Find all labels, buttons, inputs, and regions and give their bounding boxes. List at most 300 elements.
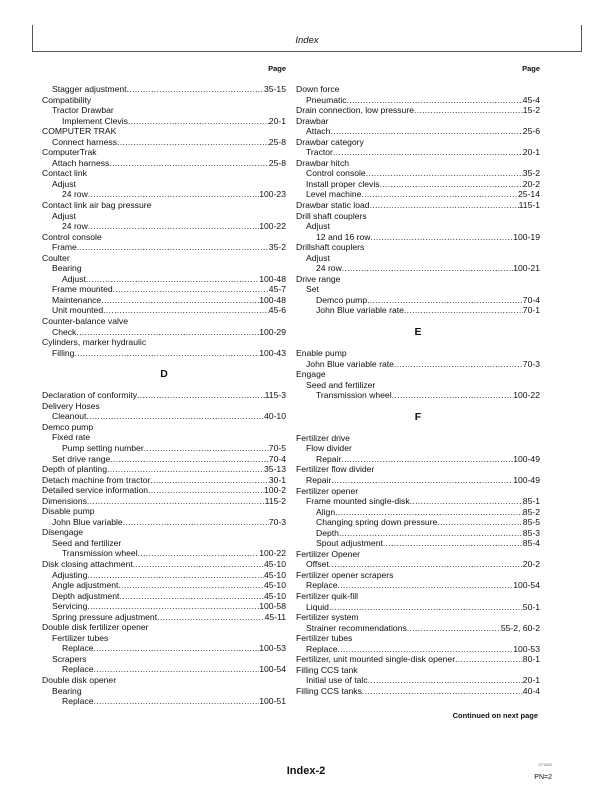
entry-term: Repair bbox=[316, 453, 342, 464]
page-reference: 40-4 bbox=[522, 685, 540, 696]
index-entry bbox=[296, 263, 540, 274]
entry-term: Depth adjustment bbox=[52, 590, 120, 601]
index-entry bbox=[42, 559, 286, 570]
page-reference: 20-2 bbox=[522, 178, 540, 189]
entry-term: Spring pressure adjustment bbox=[52, 611, 158, 622]
entry-term: Seed and fertilizer bbox=[52, 537, 122, 548]
entry-term: Frame bbox=[52, 242, 77, 253]
entry-term: Replace bbox=[62, 664, 94, 675]
dot-leader bbox=[333, 147, 523, 158]
index-entry bbox=[42, 242, 286, 253]
entry-term: Detach machine from tractor bbox=[42, 474, 151, 485]
page-reference: 45-10 bbox=[264, 590, 286, 601]
index-entry bbox=[42, 137, 286, 148]
index-entry bbox=[296, 232, 540, 243]
entry-term: Spout adjustment bbox=[316, 538, 383, 549]
entry-term: Strainer recommendations bbox=[306, 622, 407, 633]
entry-term: Drawbar category bbox=[296, 136, 364, 147]
page-reference: 100-21 bbox=[513, 263, 540, 274]
dot-leader bbox=[76, 327, 259, 338]
index-heading bbox=[296, 464, 540, 475]
dot-leader bbox=[362, 686, 523, 697]
index-column-left bbox=[42, 64, 286, 707]
page-reference: 15-2 bbox=[522, 105, 540, 116]
index-entry bbox=[42, 601, 286, 612]
dot-leader bbox=[338, 644, 514, 655]
index-entry bbox=[42, 274, 286, 285]
entry-term: Coulter bbox=[42, 252, 70, 263]
page-reference: 115-3 bbox=[264, 390, 286, 401]
page-reference: 25-8 bbox=[268, 136, 286, 147]
entry-term: Counter-balance valve bbox=[42, 316, 128, 327]
index-entry bbox=[296, 496, 540, 507]
index-heading bbox=[42, 95, 286, 106]
dot-leader bbox=[394, 359, 523, 370]
entry-term: Disk closing attachment bbox=[42, 558, 133, 569]
entry-term: Seed and fertilizer bbox=[306, 379, 376, 390]
index-heading bbox=[42, 316, 286, 327]
dot-leader bbox=[331, 475, 513, 486]
index-entry bbox=[42, 411, 286, 422]
page-reference: 20-1 bbox=[522, 675, 540, 686]
entry-term: Fixed rate bbox=[52, 432, 91, 443]
index-heading bbox=[42, 633, 286, 644]
entry-term: Drillshaft couplers bbox=[296, 242, 365, 253]
page-reference: 100-48 bbox=[259, 273, 286, 284]
index-entry bbox=[42, 591, 286, 602]
dot-leader bbox=[138, 548, 260, 559]
header-frame bbox=[32, 25, 582, 52]
index-heading bbox=[42, 432, 286, 443]
index-entry bbox=[42, 485, 286, 496]
page-reference: 30-1 bbox=[268, 474, 286, 485]
index-entry bbox=[42, 517, 286, 528]
entry-term: Demco pump bbox=[42, 421, 94, 432]
index-heading bbox=[42, 675, 286, 686]
dot-leader bbox=[88, 221, 259, 232]
entry-term: Pneumatic bbox=[306, 94, 347, 105]
page-reference: 70-1 bbox=[522, 305, 540, 316]
page-reference: 45-10 bbox=[264, 569, 286, 580]
entry-term: Depth of planting bbox=[42, 464, 107, 475]
index-heading bbox=[296, 116, 540, 127]
entry-term: Dimensions bbox=[42, 495, 87, 506]
page-folio: Index-2 bbox=[286, 765, 326, 777]
dot-leader bbox=[330, 126, 522, 137]
page-reference: 100-22 bbox=[259, 548, 286, 559]
index-entry bbox=[296, 475, 540, 486]
index-heading bbox=[296, 274, 540, 285]
entry-term: Fertilizer Opener bbox=[296, 548, 360, 559]
entry-term: Enable pump bbox=[296, 348, 347, 359]
index-entry bbox=[42, 612, 286, 623]
dot-leader bbox=[383, 538, 523, 549]
entry-term: Fertilizer quik-fill bbox=[296, 590, 359, 601]
index-entry bbox=[42, 348, 286, 359]
entry-term: COMPUTER TRAK bbox=[42, 126, 117, 137]
page-reference: 45-10 bbox=[264, 580, 286, 591]
dot-leader bbox=[366, 168, 523, 179]
page-reference: 100-23 bbox=[259, 189, 286, 200]
dot-leader bbox=[144, 443, 269, 454]
page-reference: 50-1 bbox=[522, 601, 540, 612]
entry-term: ComputerTrak bbox=[42, 147, 97, 158]
dot-leader bbox=[414, 105, 523, 116]
index-entry bbox=[296, 390, 540, 401]
dot-leader bbox=[410, 496, 523, 507]
index-entry bbox=[42, 295, 286, 306]
page-reference: 100-49 bbox=[513, 453, 540, 464]
entry-term: Bearing bbox=[52, 685, 82, 696]
index-heading bbox=[296, 84, 540, 95]
page-reference: 70-5 bbox=[268, 442, 286, 453]
index-heading bbox=[42, 538, 286, 549]
entry-term: Disable pump bbox=[42, 506, 95, 517]
dot-leader bbox=[137, 390, 265, 401]
page-number-code: PN=2 bbox=[534, 774, 552, 781]
index-heading bbox=[296, 443, 540, 454]
page-reference: 100-54 bbox=[513, 580, 540, 591]
dot-leader bbox=[368, 675, 523, 686]
page-reference: 115-2 bbox=[264, 495, 286, 506]
entry-term: Control console bbox=[42, 231, 102, 242]
index-heading bbox=[42, 179, 286, 190]
page-reference: 25-6 bbox=[522, 126, 540, 137]
page-reference: 45-6 bbox=[268, 305, 286, 316]
entry-term: Drawbar hitch bbox=[296, 157, 350, 168]
entry-term: Tractor bbox=[306, 147, 333, 158]
dot-leader bbox=[110, 454, 269, 465]
page-reference: 25-8 bbox=[268, 157, 286, 168]
entry-term: Compatibility bbox=[42, 94, 92, 105]
entry-term: Cleanout bbox=[52, 411, 87, 422]
page-reference: 85-4 bbox=[522, 538, 540, 549]
index-entry bbox=[296, 105, 540, 116]
page-column-heading: Page bbox=[522, 64, 540, 73]
index-entry bbox=[296, 675, 540, 686]
entry-term: Fertilizer flow divider bbox=[296, 464, 375, 475]
index-heading bbox=[296, 253, 540, 264]
page-reference: 100-54 bbox=[259, 664, 286, 675]
dot-leader bbox=[94, 696, 260, 707]
page-reference: 80-1 bbox=[522, 654, 540, 665]
index-entry bbox=[42, 84, 286, 95]
entry-term: Control console bbox=[306, 168, 366, 179]
index-entry bbox=[42, 116, 286, 127]
entry-term: Align bbox=[316, 506, 336, 517]
index-heading bbox=[296, 549, 540, 560]
entry-term: Drill shaft couplers bbox=[296, 210, 367, 221]
index-entry bbox=[42, 580, 286, 591]
index-entry bbox=[42, 643, 286, 654]
page-reference: 100-43 bbox=[259, 347, 286, 358]
page-reference: 100-2 bbox=[264, 485, 286, 496]
index-entry bbox=[296, 528, 540, 539]
index-heading bbox=[296, 591, 540, 602]
index-entry bbox=[42, 464, 286, 475]
dot-leader bbox=[380, 179, 523, 190]
dot-leader bbox=[77, 242, 269, 253]
entry-term: Declaration of conformity bbox=[42, 390, 138, 401]
dot-leader bbox=[86, 411, 264, 422]
entry-term: Servicing bbox=[52, 601, 88, 612]
page-reference: 100-29 bbox=[259, 326, 286, 337]
page-reference: 35-2 bbox=[268, 242, 286, 253]
entry-term: Drive range bbox=[296, 273, 341, 284]
entry-term: Contact link air bag pressure bbox=[42, 200, 152, 211]
index-heading bbox=[42, 401, 286, 412]
entry-term: Replace bbox=[306, 580, 338, 591]
dot-leader bbox=[128, 116, 269, 127]
index-entry bbox=[296, 179, 540, 190]
entry-term: Fertilizer tubes bbox=[52, 632, 109, 643]
entry-term: Set drive range bbox=[52, 453, 111, 464]
dot-leader bbox=[118, 580, 264, 591]
entry-term: John Blue variable rate bbox=[306, 358, 394, 369]
page-reference: 115-1 bbox=[518, 200, 540, 211]
dot-leader bbox=[109, 158, 268, 169]
index-entry bbox=[42, 664, 286, 675]
page-reference: 100-49 bbox=[513, 474, 540, 485]
index-entry bbox=[42, 496, 286, 507]
entry-term: Connect harness bbox=[52, 136, 117, 147]
entry-term: John Blue variable bbox=[52, 516, 123, 527]
index-heading bbox=[296, 380, 540, 391]
dot-leader bbox=[347, 95, 523, 106]
index-heading bbox=[42, 232, 286, 243]
entry-term: Initial use of talc bbox=[306, 675, 368, 686]
index-heading bbox=[42, 200, 286, 211]
entry-term: Double disk opener bbox=[42, 674, 117, 685]
dot-leader bbox=[361, 189, 518, 200]
dot-leader bbox=[94, 643, 260, 654]
index-heading bbox=[296, 137, 540, 148]
entry-term: Disengage bbox=[42, 527, 84, 538]
index-heading bbox=[42, 211, 286, 222]
dot-leader bbox=[407, 623, 501, 634]
entry-term: Scrapers bbox=[52, 653, 87, 664]
continued-note: Continued on next page bbox=[452, 711, 538, 720]
entry-term: Drawbar static load bbox=[296, 200, 370, 211]
page-reference: 20-1 bbox=[522, 147, 540, 158]
index-entry bbox=[42, 284, 286, 295]
page-column-heading: Page bbox=[268, 64, 286, 73]
index-heading bbox=[296, 348, 540, 359]
index-entry bbox=[42, 475, 286, 486]
index-heading bbox=[296, 570, 540, 581]
index-entry bbox=[42, 158, 286, 169]
entry-term: Check bbox=[52, 326, 77, 337]
index-column-right bbox=[296, 64, 540, 696]
index-heading bbox=[42, 147, 286, 158]
dot-leader bbox=[133, 559, 264, 570]
entry-term: Angle adjustment bbox=[52, 580, 119, 591]
index-heading bbox=[296, 242, 540, 253]
dot-leader bbox=[367, 295, 523, 306]
index-entry bbox=[296, 189, 540, 200]
page-reference: 100-51 bbox=[259, 696, 286, 707]
dot-leader bbox=[335, 507, 523, 518]
entry-term: Fertilizer drive bbox=[296, 432, 350, 443]
entry-term: Down force bbox=[296, 84, 340, 94]
entry-term: Delivery Hoses bbox=[42, 400, 100, 411]
entry-term: Filling bbox=[52, 347, 75, 358]
dot-leader bbox=[148, 485, 264, 496]
entry-term: Liquid bbox=[306, 601, 329, 612]
page-reference: 100-53 bbox=[259, 643, 286, 654]
index-entry bbox=[296, 507, 540, 518]
page-reference: 85-2 bbox=[522, 506, 540, 517]
dot-leader bbox=[329, 559, 523, 570]
entry-term: Depth bbox=[316, 527, 339, 538]
entry-term: Drain connection, low pressure bbox=[296, 105, 414, 116]
dot-leader bbox=[341, 454, 513, 465]
entry-term: Filling CCS tank bbox=[296, 664, 358, 675]
index-heading bbox=[296, 633, 540, 644]
index-entry bbox=[296, 623, 540, 634]
entry-term: 24 row bbox=[62, 189, 88, 200]
entry-term: Fertilizer tubes bbox=[296, 633, 353, 644]
entry-term: Fertilizer, unit mounted single-disk opener bbox=[296, 654, 456, 665]
page-reference: 45-10 bbox=[264, 558, 286, 569]
index-heading bbox=[42, 337, 286, 348]
index-entry bbox=[296, 295, 540, 306]
entry-term: Attach bbox=[306, 126, 331, 137]
entry-term: Frame mounted bbox=[52, 284, 113, 295]
index-entry bbox=[42, 454, 286, 465]
index-entry bbox=[296, 538, 540, 549]
print-code: 071820 bbox=[538, 762, 552, 767]
entry-term: Cylinders, marker hydraulic bbox=[42, 337, 147, 348]
page-reference: 85-1 bbox=[522, 496, 540, 507]
index-heading bbox=[296, 211, 540, 222]
entry-term: 24 row bbox=[62, 221, 88, 232]
entry-term: Detailed service information bbox=[42, 485, 149, 496]
page-reference: 20-2 bbox=[522, 559, 540, 570]
index-entry bbox=[296, 359, 540, 370]
dot-leader bbox=[370, 232, 513, 243]
entry-term: Flow divider bbox=[306, 443, 352, 454]
index-entry bbox=[42, 327, 286, 338]
dot-leader bbox=[87, 496, 265, 507]
entry-term: Tractor Drawbar bbox=[52, 105, 114, 116]
dot-leader bbox=[88, 189, 259, 200]
page-reference: 85-5 bbox=[522, 517, 540, 528]
entry-term: John Blue variable rate bbox=[316, 305, 404, 316]
dot-leader bbox=[117, 137, 269, 148]
entry-term: Pump setting number bbox=[62, 442, 144, 453]
entry-term: Double disk fertilizer opener bbox=[42, 622, 149, 633]
index-entry bbox=[296, 644, 540, 655]
entry-term: Adjusting bbox=[52, 569, 88, 580]
index-heading bbox=[42, 105, 286, 116]
page-reference: 45-4 bbox=[522, 94, 540, 105]
entry-term: Filling CCS tanks bbox=[296, 685, 362, 696]
entry-term: Repair bbox=[306, 474, 332, 485]
entry-term: Drawbar bbox=[296, 115, 329, 126]
entry-term: Stagger adjustment bbox=[52, 84, 127, 94]
index-entry bbox=[42, 443, 286, 454]
page-reference: 100-48 bbox=[259, 294, 286, 305]
index-heading bbox=[42, 126, 286, 137]
index-entry bbox=[42, 696, 286, 707]
entry-term: Set bbox=[306, 284, 319, 295]
dot-leader bbox=[339, 528, 523, 539]
dot-leader bbox=[87, 570, 264, 581]
index-entry bbox=[42, 570, 286, 581]
dot-leader bbox=[342, 263, 513, 274]
index-heading bbox=[42, 686, 286, 697]
entry-term: Attach harness bbox=[52, 157, 110, 168]
index-entry bbox=[296, 126, 540, 137]
index-entry bbox=[42, 221, 286, 232]
page-reference: 45-7 bbox=[268, 284, 286, 295]
index-heading bbox=[42, 654, 286, 665]
entry-term: Changing spring down pressure bbox=[316, 517, 438, 528]
entry-term: Install proper clevis bbox=[306, 178, 380, 189]
page-reference: 35-13 bbox=[264, 464, 286, 475]
entry-term: Bearing bbox=[52, 263, 82, 274]
dot-leader bbox=[437, 517, 522, 528]
dot-leader bbox=[87, 601, 259, 612]
index-entry bbox=[296, 95, 540, 106]
page-reference: 55-2, 60-2 bbox=[500, 622, 540, 633]
entry-term: Offset bbox=[306, 559, 329, 570]
dot-leader bbox=[101, 295, 259, 306]
index-heading bbox=[296, 612, 540, 623]
section-letter: F bbox=[414, 410, 422, 423]
page-reference: 100-53 bbox=[513, 643, 540, 654]
index-entry bbox=[296, 517, 540, 528]
index-heading bbox=[42, 253, 286, 264]
page-reference: 85-3 bbox=[522, 527, 540, 538]
index-heading bbox=[296, 433, 540, 444]
entry-term: Adjust bbox=[62, 273, 86, 284]
dot-leader bbox=[127, 84, 264, 95]
index-entry bbox=[296, 305, 540, 316]
index-entry bbox=[296, 654, 540, 665]
entry-term: Implement Clevis bbox=[62, 115, 128, 126]
index-entry bbox=[296, 147, 540, 158]
entry-term: Transmission wheel bbox=[316, 390, 392, 401]
entry-term: Adjust bbox=[306, 221, 330, 232]
dot-leader bbox=[123, 517, 269, 528]
entry-term: Fertilizer opener scrapers bbox=[296, 569, 394, 580]
entry-term: Fertilizer opener bbox=[296, 485, 359, 496]
dot-leader bbox=[150, 475, 268, 486]
dot-leader bbox=[107, 464, 264, 475]
entry-term: 12 and 16 row bbox=[316, 231, 371, 242]
entry-term: Engage bbox=[296, 369, 326, 380]
section-letter: D bbox=[160, 368, 168, 381]
index-heading bbox=[42, 527, 286, 538]
index-entry bbox=[42, 305, 286, 316]
entry-term: Transmission wheel bbox=[62, 548, 138, 559]
dot-leader bbox=[392, 390, 514, 401]
index-entry bbox=[296, 559, 540, 570]
index-heading bbox=[296, 665, 540, 676]
entry-term: Adjust bbox=[306, 252, 330, 263]
dot-leader bbox=[157, 612, 265, 623]
dot-leader bbox=[329, 602, 523, 613]
entry-term: Unit mounted bbox=[52, 305, 104, 316]
page-reference: 35-15 bbox=[264, 84, 286, 94]
index-heading bbox=[296, 369, 540, 380]
page-reference: 100-22 bbox=[513, 390, 540, 401]
dot-leader bbox=[338, 580, 514, 591]
dot-leader bbox=[103, 305, 269, 316]
index-heading bbox=[42, 422, 286, 433]
